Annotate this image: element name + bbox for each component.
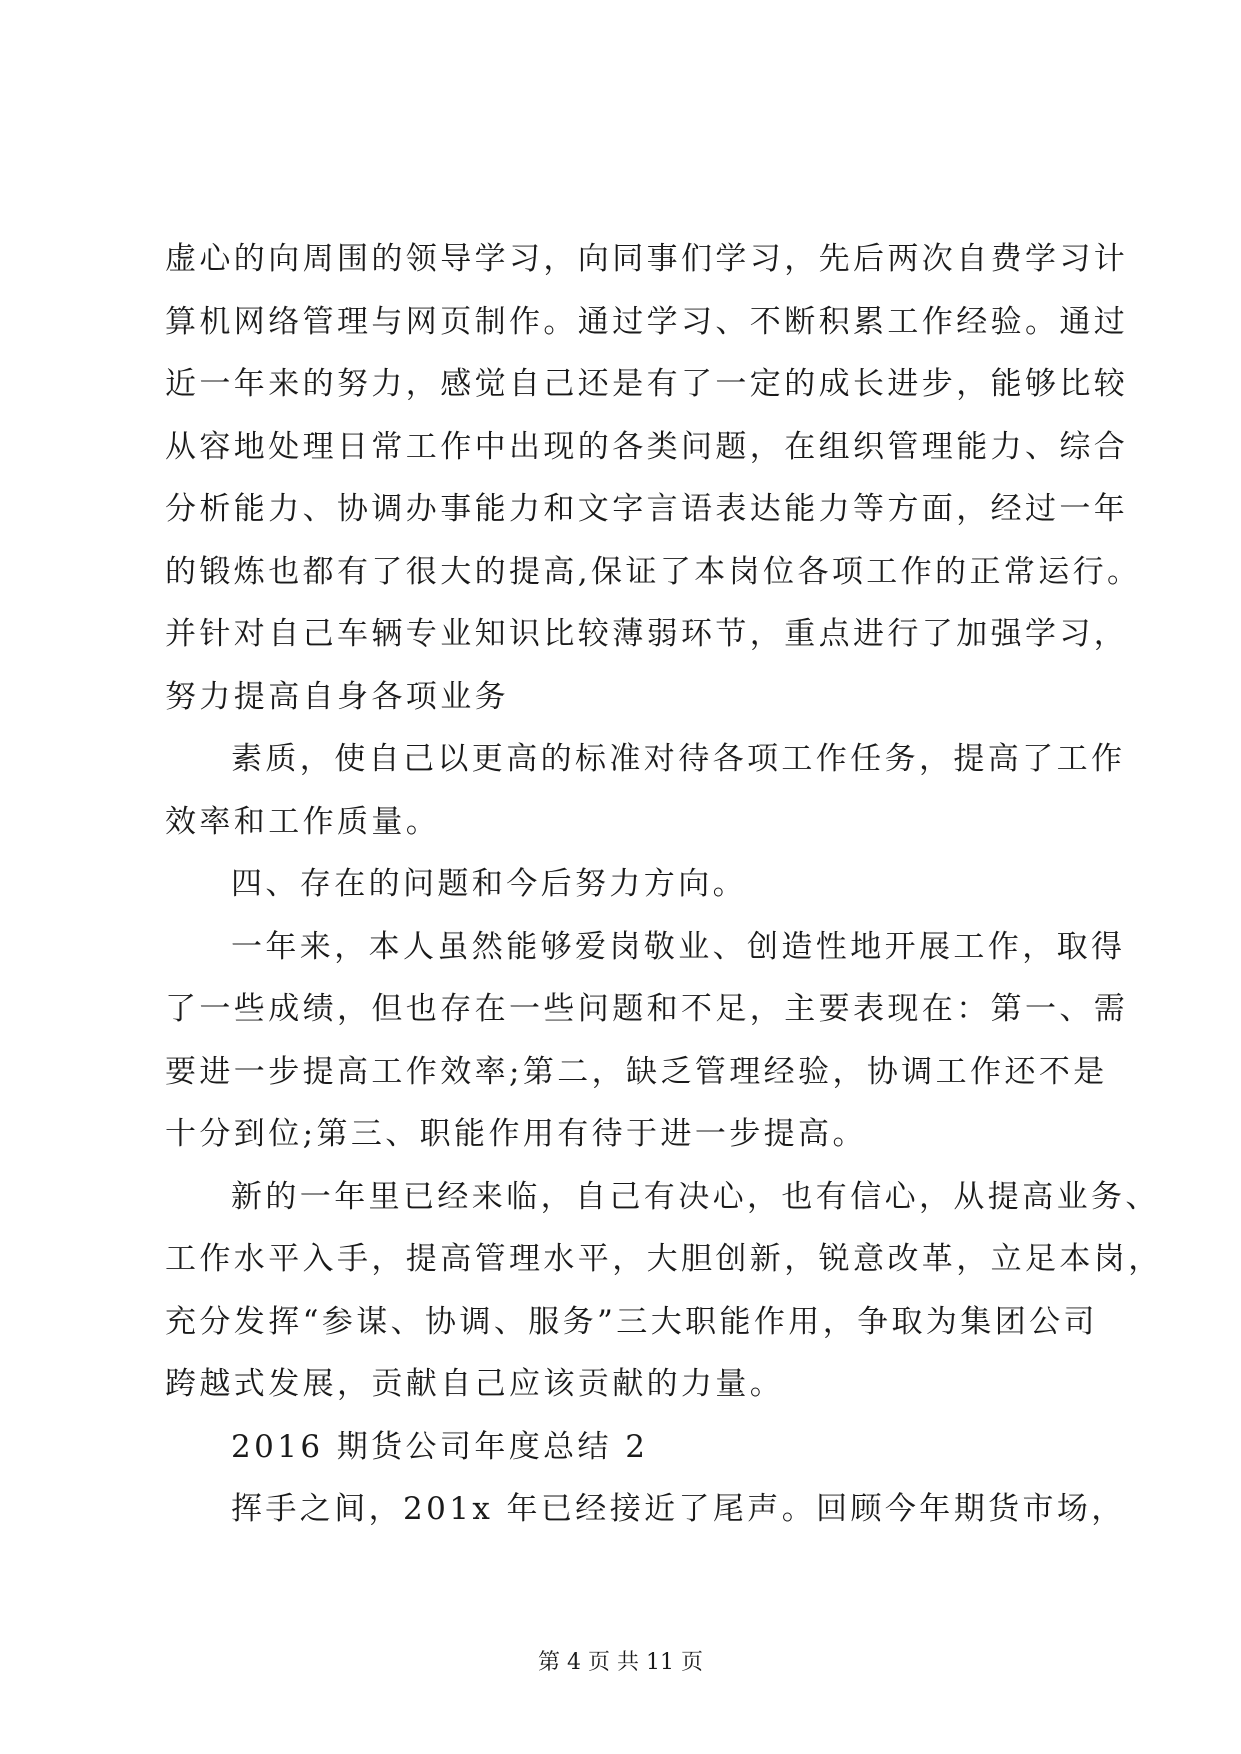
text-line: 虚心的向周围的领导学习，向同事们学习，先后两次自费学习计 [165,241,1129,277]
text-line: 效率和工作质量。 [165,803,441,840]
body-text [165,228,1163,1541]
text-line: 的锻炼也都有了很大的提高,保证了本岗位各项工作的正常运行。 [165,553,1142,590]
text-line: 算机网络管理与网页制作。通过学习、不断积累工作经验。通过 [165,303,1129,340]
text-line: 新的一年里已经来临，自己有决心，也有信心，从提高业务、 [231,1178,1160,1215]
text-line: 挥手之间，201x 年已经接近了尾声。回顾今年期货市场， [231,1491,1126,1527]
text-line: 十分到位;第三、职能作用有待于进一步提高。 [165,1116,867,1152]
text-line: 分析能力、协调办事能力和文字言语表达能力等方面，经过一年 [165,491,1129,527]
text-line: 一年来，本人虽然能够爱岗敬业、创造性地开展工作，取得 [231,928,1126,965]
text-line: 工作水平入手，提高管理水平，大胆创新，锐意改革，立足本岗， [165,1241,1163,1277]
page-number: 第 4 页 共 11 页 [538,1650,703,1675]
text-line: 要进一步提高工作效率;第二，缺乏管理经验，协调工作还不是 [165,1053,1108,1090]
text-line: 素质，使自己以更高的标准对待各项工作任务，提高了工作 [231,741,1126,777]
text-line: 从容地处理日常工作中出现的各类问题，在组织管理能力、综合 [165,428,1129,465]
text-line: 跨越式发展，贡献自己应该贡献的力量。 [165,1366,785,1402]
section-heading: 四、存在的问题和今后努力方向。 [231,866,747,902]
text-line: 近一年来的努力，感觉自己还是有了一定的成长进步，能够比较 [165,366,1129,402]
text-line: 充分发挥“参谋、协调、服务”三大职能作用，争取为集团公司 [165,1303,1098,1340]
text-line: 了一些成绩，但也存在一些问题和不足，主要表现在：第一、需 [165,991,1129,1027]
text-line: 努力提高自身各项业务 [165,678,509,715]
section-title: 2016 期货公司年度总结 2 [231,1428,649,1465]
text-line: 并针对自己车辆专业知识比较薄弱环节，重点进行了加强学习， [165,616,1129,652]
